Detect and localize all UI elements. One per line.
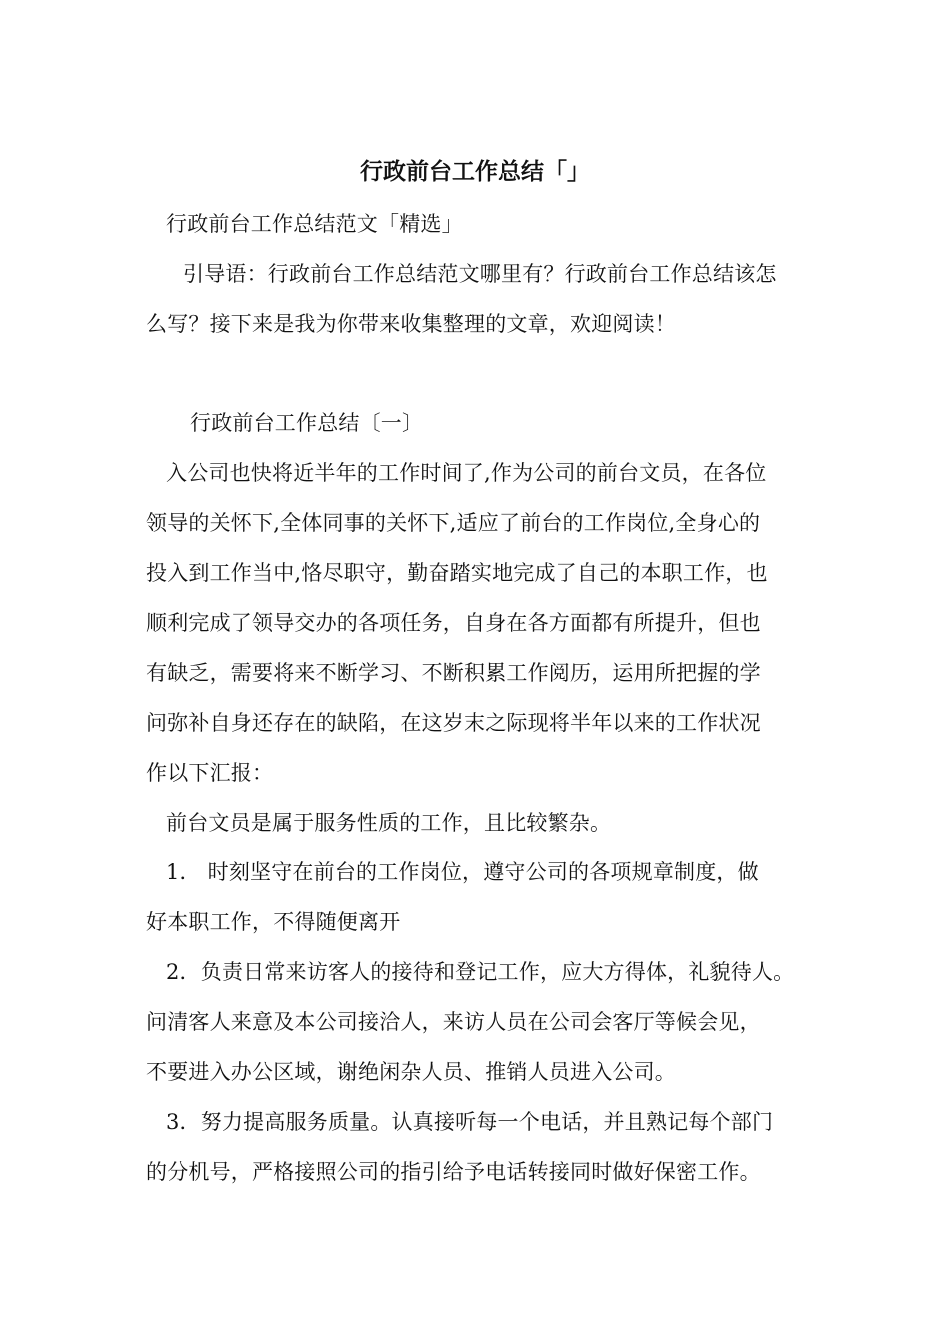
paragraph-line: 前台文员是属于服务性质的工作，且比较繁杂。 [166,811,612,835]
paragraph-line: 有缺乏，需要将来不断学习、不断积累工作阅历，运用所把握的学 [146,661,761,685]
section-heading: 行政前台工作总结〔一〕 [190,411,424,435]
paragraph-line: 入公司也快将近半年的工作时间了,作为公司的前台文员，在各位 [166,461,767,485]
list-item-line: 3．努力提高服务质量。认真接听每一个电话，并且熟记每个部门 [166,1110,774,1134]
document-subtitle: 行政前台工作总结范文「精选」 [166,212,463,236]
list-item-line: 好本职工作，不得随便离开 [146,910,401,934]
paragraph-line: 顺利完成了领导交办的各项任务，自身在各方面都有所提升，但也 [146,611,761,635]
paragraph-line: 投入到工作当中,恪尽职守，勤奋踏实地完成了自己的本职工作，也 [146,561,768,585]
list-item-line: 1． 时刻坚守在前台的工作岗位，遵守公司的各项规章制度，做 [166,860,759,884]
list-item-line: 2．负责日常来访客人的接待和登记工作，应大方得体，礼貌待人。 [166,960,795,984]
list-item-line: 问清客人来意及本公司接洽人，来访人员在公司会客厅等候会见， [146,1010,761,1034]
list-item-line: 不要进入办公区域，谢绝闲杂人员、推销人员进入公司。 [146,1060,676,1084]
paragraph-line: 问弥补自身还存在的缺陷，在这岁末之际现将半年以来的工作状况 [146,711,761,735]
paragraph-line: 领导的关怀下,全体同事的关怀下,适应了前台的工作岗位,全身心的 [146,511,761,535]
list-item-line: 的分机号，严格接照公司的指引给予电话转接同时做好保密工作。 [146,1160,761,1184]
paragraph-line: 作以下汇报： [146,761,274,785]
intro-line: 么写？接下来是我为你带来收集整理的文章，欢迎阅读！ [146,312,676,336]
document-title: 行政前台工作总结「」 [360,158,590,185]
intro-line: 引导语：行政前台工作总结范文哪里有？行政前台工作总结该怎 [183,262,777,286]
